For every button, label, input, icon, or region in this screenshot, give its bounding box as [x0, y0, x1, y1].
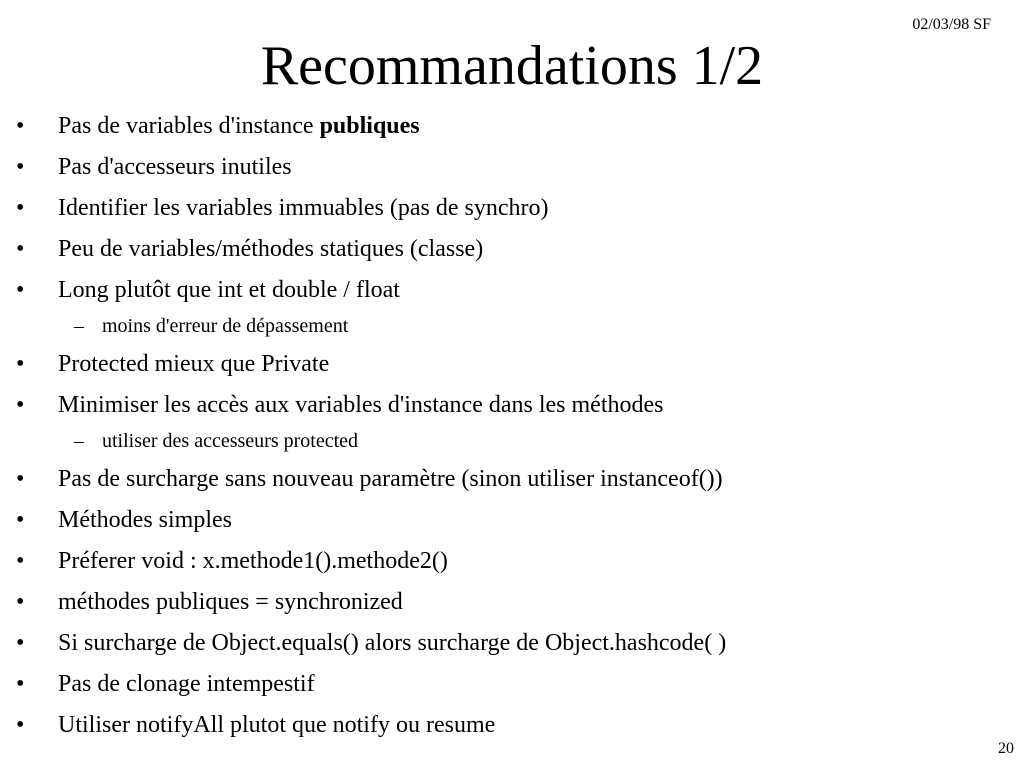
bullet-marker: •	[16, 671, 25, 697]
bullet-marker: •	[16, 589, 25, 615]
bullet-text: Pas de variables d'instance	[58, 113, 320, 139]
bullet-emphasis: publiques	[319, 113, 420, 139]
bullet-text: moins d'erreur de dépassement	[102, 315, 349, 337]
bullet-marker: •	[16, 392, 25, 418]
bullet-text: Utiliser notifyAll plutot que notify ou resume	[58, 712, 496, 738]
bullet-text: Si surcharge de Object.equals() alors surcharge de Object.hashcode( )	[58, 630, 727, 656]
bullet-marker: •	[16, 195, 25, 221]
bullet-item	[0, 630, 1000, 657]
bullet-marker: •	[16, 712, 25, 738]
sub-bullet-item	[0, 430, 1000, 452]
bullet-item	[0, 507, 1000, 534]
bullet-item	[0, 548, 1000, 575]
bullet-item	[0, 351, 1000, 378]
bullet-text: Méthodes simples	[58, 507, 232, 533]
bullet-text: Pas de surcharge sans nouveau paramètre (sinon utiliser instanceof())	[58, 466, 723, 492]
bullet-item	[0, 712, 1000, 739]
bullet-text: Préferer void : x.methode1().methode2()	[58, 548, 448, 574]
bullet-marker: •	[16, 236, 25, 262]
bullet-item	[0, 589, 1000, 616]
dash-marker: –	[74, 315, 84, 337]
bullet-text: Minimiser les accès aux variables d'instance dans les méthodes	[58, 392, 664, 418]
bullet-item	[0, 392, 1000, 419]
bullet-text: Peu de variables/méthodes statiques (classe)	[58, 236, 484, 262]
bullet-list	[0, 108, 1000, 739]
bullet-item	[0, 236, 1000, 263]
bullet-item	[0, 195, 1000, 222]
dash-marker: –	[74, 430, 84, 452]
page-number: 20	[998, 740, 1014, 757]
bullet-item	[0, 466, 1000, 493]
bullet-item	[0, 113, 1000, 140]
date-author-label: 02/03/98 SF	[912, 16, 991, 33]
bullet-text: Identifier les variables immuables (pas de synchro)	[58, 195, 549, 221]
bullet-marker: •	[16, 351, 25, 377]
bullet-marker: •	[16, 548, 25, 574]
bullet-marker: •	[16, 630, 25, 656]
bullet-text: utiliser des accesseurs protected	[102, 430, 359, 452]
bullet-marker: •	[16, 113, 25, 139]
slide-title: Recommandations 1/2	[260, 35, 764, 97]
sub-bullet-item	[0, 315, 1000, 337]
bullet-text: Pas de clonage intempestif	[58, 671, 315, 697]
bullet-text: Pas d'accesseurs inutiles	[58, 154, 292, 180]
bullet-text: méthodes publiques = synchronized	[58, 589, 403, 615]
bullet-text: Protected mieux que Private	[58, 351, 330, 377]
bullet-marker: •	[16, 154, 25, 180]
bullet-marker: •	[16, 466, 25, 492]
bullet-marker: •	[16, 277, 25, 303]
bullet-marker: •	[16, 507, 25, 533]
bullet-text: Long plutôt que int et double / float	[58, 277, 400, 303]
bullet-item	[0, 671, 1000, 698]
bullet-item	[0, 154, 1000, 181]
bullet-item	[0, 277, 1000, 304]
